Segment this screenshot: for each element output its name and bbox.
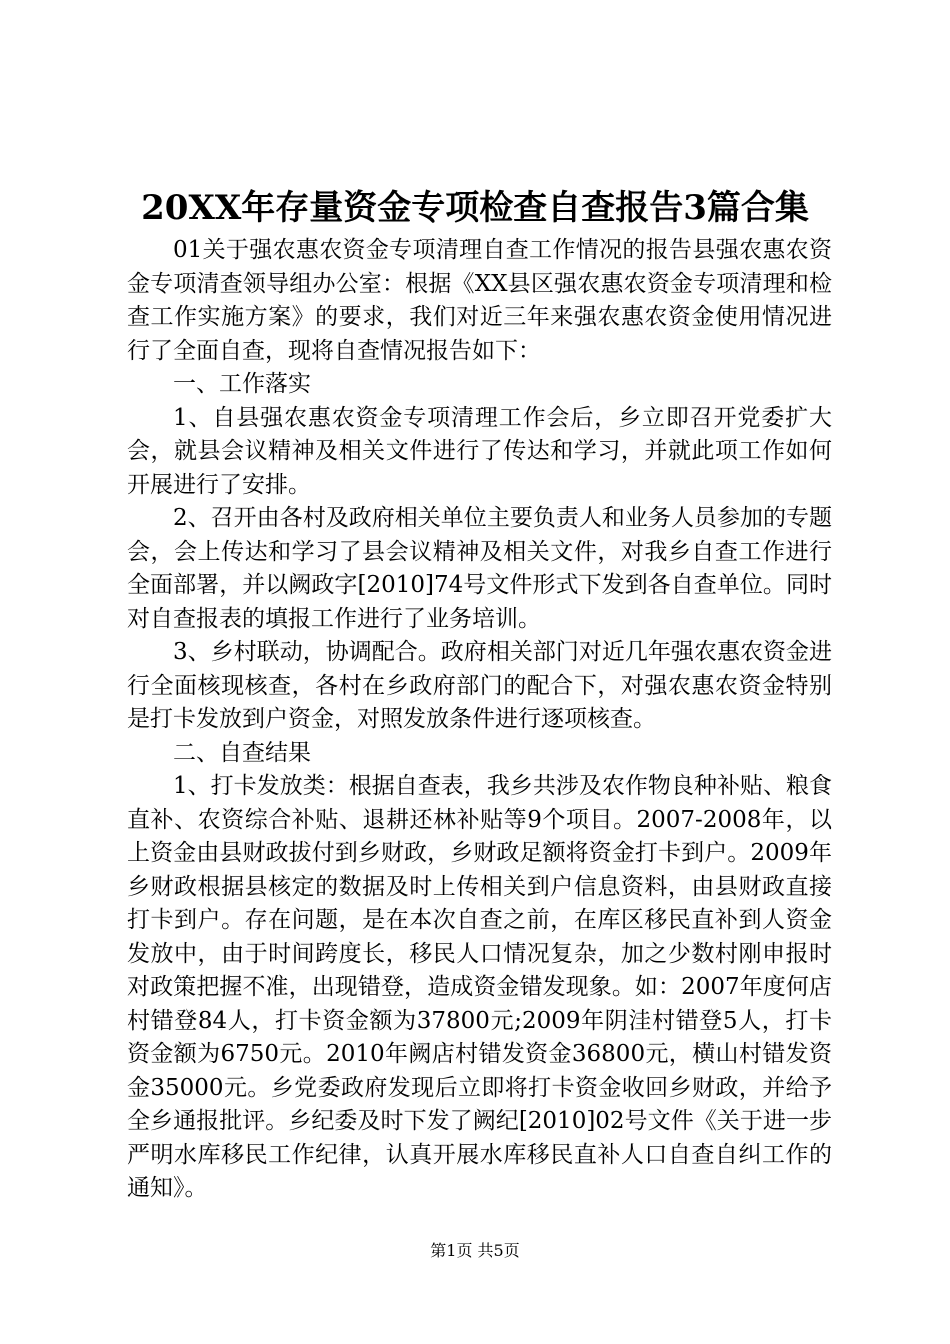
- paragraph-result-1: 1、打卡发放类：根据自查表，我乡共涉及农作物良种补贴、粮食直补、农资综合补贴、退耕还林补贴等9个项目。2007-2008年，以上资金由县财政拔付到乡财政，乡财政足额将资金打卡到户。2009年乡财政根据县核定的数据及时上传相关到户信息资料，由县财政直接打卡到户。存在问题，是在本次自查之前，在库区移民直补到人资金发放中，由于时间跨度长，移民人口情况复杂，加之少数村刚申报时对政策把握不准，出现错登，造成资金错发现象。如：2007年度何店村错登84人，打卡资金额为37800元;2009年阴洼村错登5人，打卡资金额为6750元。2010年阙店村错发资金36800元，横山村错发资金35000元。乡党委政府发现后立即将打卡资金收回乡财政，并给予全乡通报批评。乡纪委及时下发了阙纪[2010]02号文件《关于进一步严明水库移民工作纪律，认真开展水库移民直补人口自查自纠工作的通知》。: [127, 773, 832, 1201]
- document-title: 20XX年存量资金专项检查自查报告3篇合集: [141, 188, 809, 228]
- paragraph-item-3: 3、乡村联动，协调配合。政府相关部门对近几年强农惠农资金进行全面核现核查，各村在乡政府部门的配合下，对强农惠农资金特别是打卡发放到户资金，对照发放条件进行逐项核查。: [127, 639, 832, 732]
- section-heading-results: 二、自查结果: [173, 739, 311, 766]
- paragraph-intro: 01关于强农惠农资金专项清理自查工作情况的报告县强农惠农资金专项清查领导组办公室：根据《XX县区强农惠农资金专项清理和检查工作实施方案》的要求，我们对近三年来强农惠农资金使用情况进行了全面自查，现将自查情况报告如下：: [127, 237, 832, 364]
- paragraph-item-1: 1、自县强农惠农资金专项清理工作会后，乡立即召开党委扩大会，就县会议精神及相关文件进行了传达和学习，并就此项工作如何开展进行了安排。: [127, 404, 832, 498]
- page-footer: [0, 1240, 950, 1262]
- document-body: [127, 234, 832, 1206]
- section-heading-work: 一、工作落实: [173, 371, 311, 397]
- paragraph-item-2: 2、召开由各村及政府相关单位主要负责人和业务人员参加的专题会，会上传达和学习了县会议精神及相关文件，对我乡自查工作进行全面部署，并以阙政字[2010]74号文件形式下发到各自查单位。同时对自查报表的填报工作进行了业务培训。: [127, 505, 832, 632]
- page-total: 共5页: [477, 1241, 520, 1260]
- page-number: 第1页: [430, 1241, 473, 1260]
